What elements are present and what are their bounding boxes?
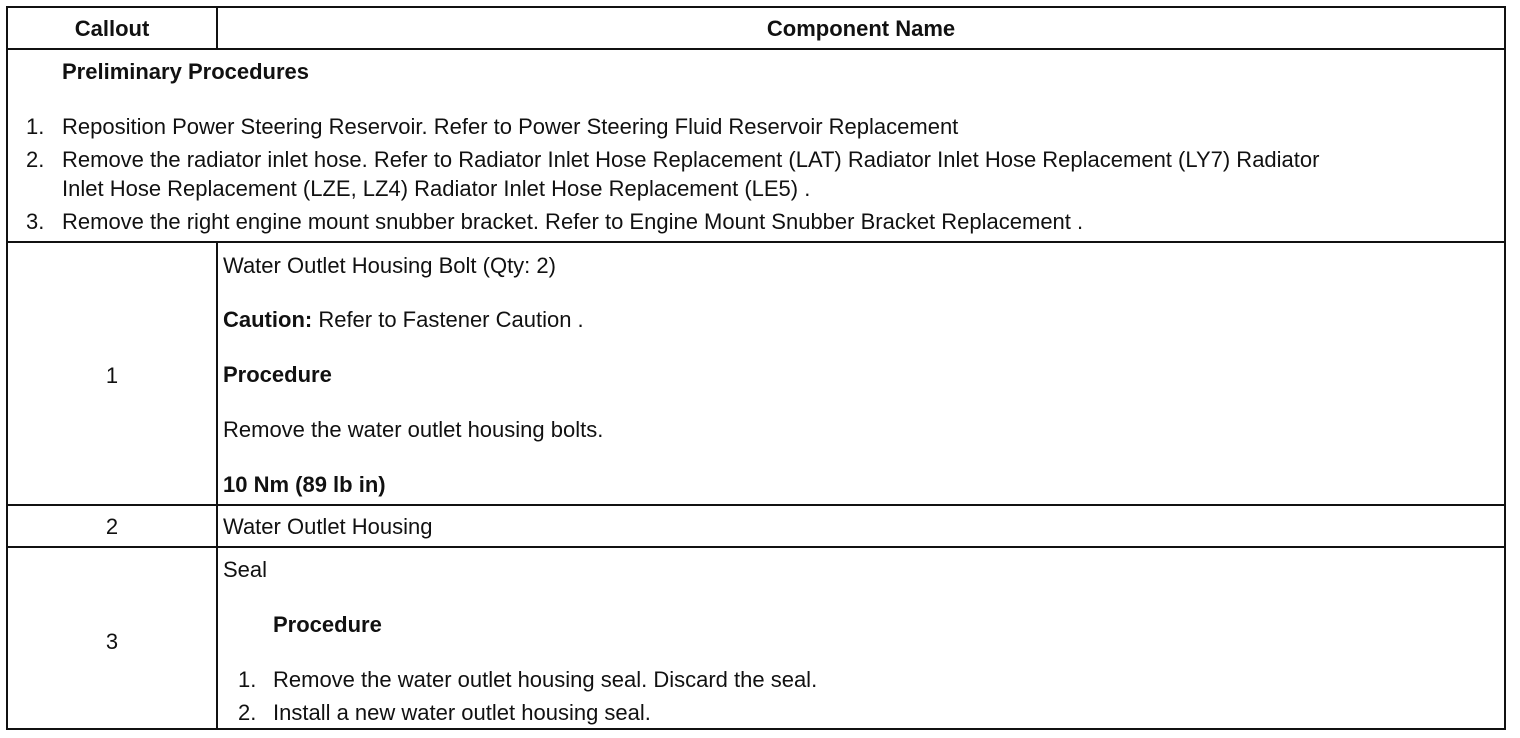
row-3-step-1: Remove the water outlet housing seal. Discard the seal. <box>273 667 818 692</box>
preliminary-title: Preliminary Procedures <box>62 59 310 84</box>
step-number: 1. <box>26 114 45 139</box>
preliminary-step-1: Reposition Power Steering Reservoir. Refer to Power Steering Fluid Reservoir Replacement <box>62 114 959 139</box>
row-1-procedure-label: Procedure <box>223 362 332 387</box>
row-1-caution <box>223 307 584 333</box>
header-callout: Callout <box>74 16 150 41</box>
step-number: 1. <box>238 667 257 692</box>
step-number: 2. <box>238 700 257 725</box>
row-3-procedure-label: Procedure <box>273 612 382 637</box>
row-divider <box>8 546 1504 548</box>
header-component-name: Component Name <box>766 16 956 41</box>
row-3-callout: 3 <box>105 629 119 654</box>
row-divider <box>8 241 1504 243</box>
step-number: 3. <box>26 209 45 234</box>
row-divider <box>8 504 1504 506</box>
column-divider <box>216 241 218 728</box>
row-2-component-name: Water Outlet Housing <box>223 514 433 539</box>
preliminary-step-2-line-1: Remove the radiator inlet hose. Refer to Radiator Inlet Hose Replacement (LAT) Radiator Inlet Hose Replacement (LY7) Radiator <box>62 147 1320 172</box>
row-3-step-2: Install a new water outlet housing seal. <box>273 700 651 725</box>
preliminary-step-2-line-2: Inlet Hose Replacement (LZE, LZ4) Radiator Inlet Hose Replacement (LE5) . <box>62 176 811 201</box>
row-2-callout: 2 <box>105 514 119 539</box>
row-3-component-name: Seal <box>223 557 268 582</box>
step-number: 2. <box>26 147 45 172</box>
row-1-callout: 1 <box>105 363 119 388</box>
caution-label: Caution: <box>223 307 313 332</box>
header-divider <box>8 48 1504 50</box>
preliminary-step-3: Remove the right engine mount snubber bracket. Refer to Engine Mount Snubber Bracket Replacement . <box>62 209 1084 234</box>
caution-text: Refer to Fastener Caution . <box>312 307 584 332</box>
row-1-component-name: Water Outlet Housing Bolt (Qty: 2) <box>223 253 556 278</box>
row-1-procedure-text: Remove the water outlet housing bolts. <box>223 417 604 442</box>
row-1-torque-spec: 10 Nm (89 lb in) <box>223 472 386 497</box>
component-table <box>6 6 1506 730</box>
